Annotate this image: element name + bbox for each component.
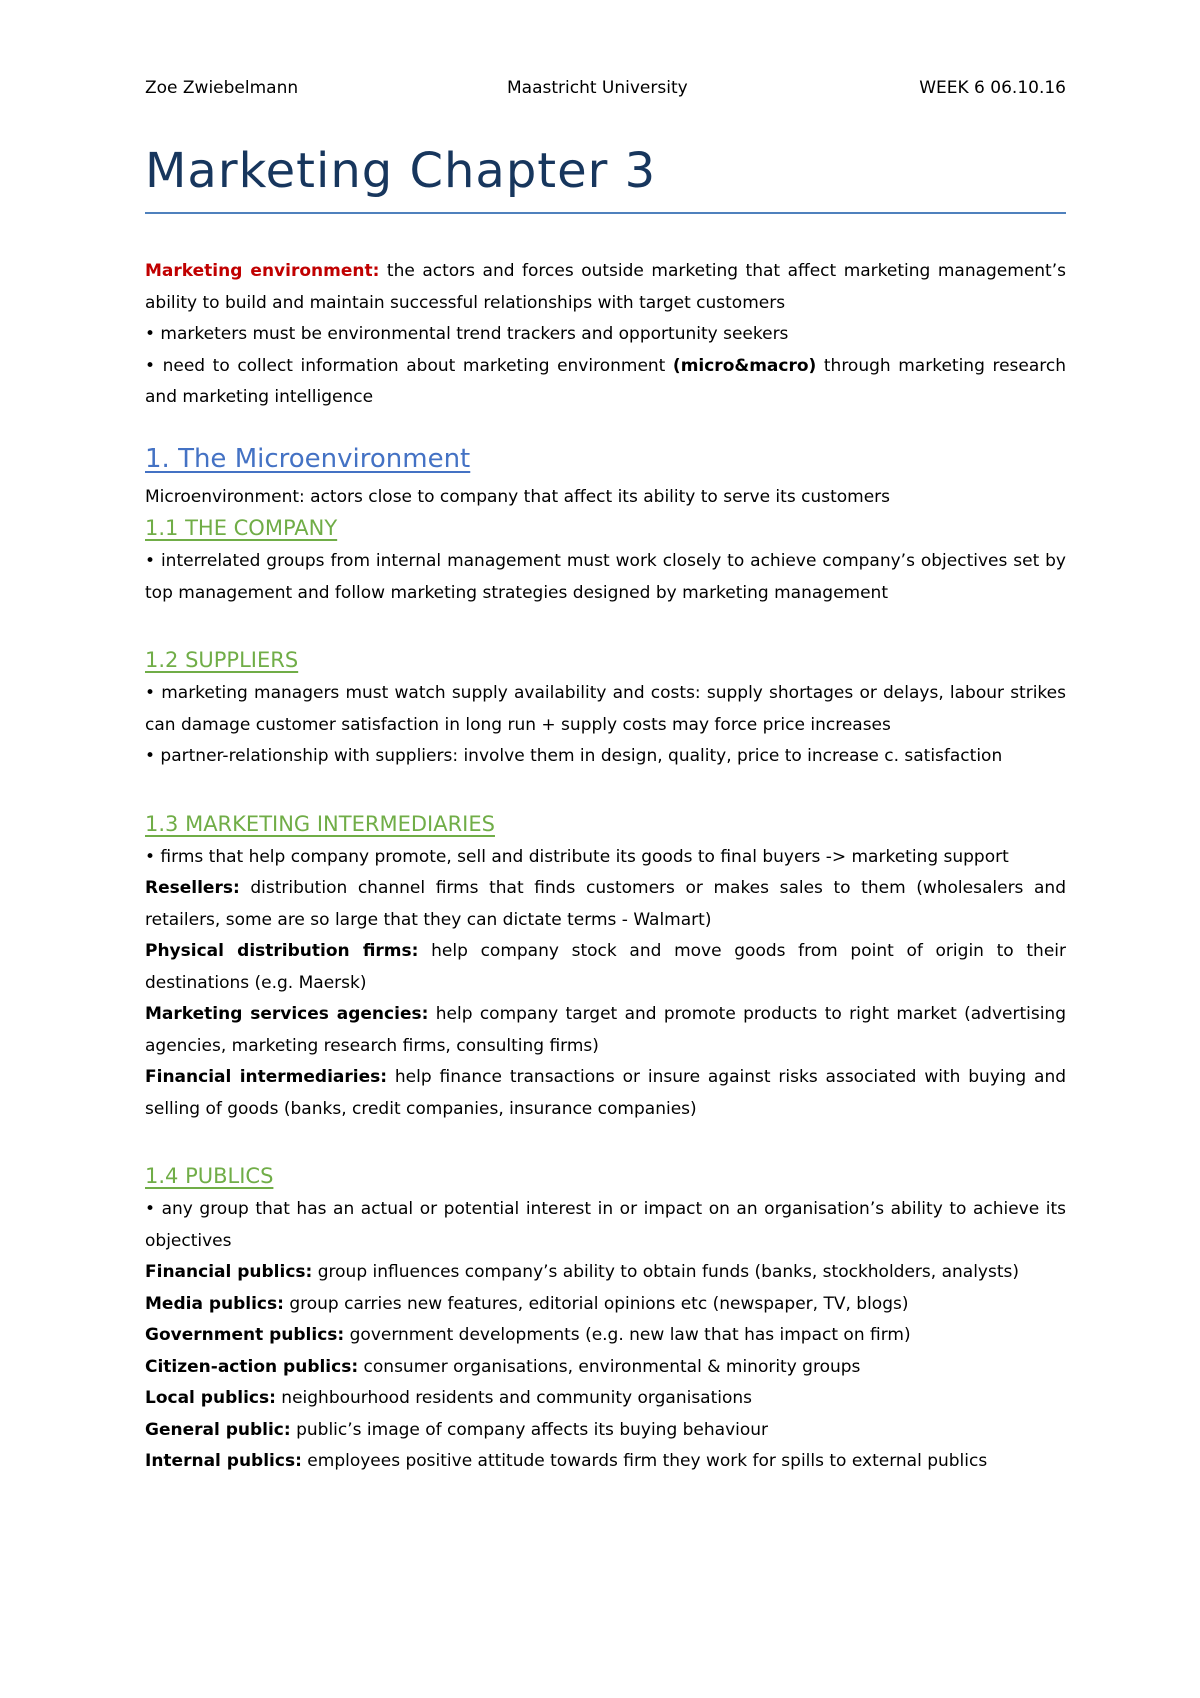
intermediary-item (145, 873, 1066, 936)
item-term: Media publics: (145, 1293, 284, 1314)
section-heading-microenvironment: 1. The Microenvironment (145, 443, 471, 474)
bullet-bold-text: (micro&macro) (672, 355, 817, 376)
intermediary-item (145, 936, 1066, 999)
definition-text: the actors and forces outside marketing that affect marketing management’s ability to build and maintain successful relationships with target customers (145, 261, 1066, 313)
item-term: Resellers: (145, 878, 240, 898)
item-text: government developments (e.g. new law that has impact on firm) (344, 1325, 911, 1345)
item-term: Physical distribution firms: (145, 941, 419, 961)
publics-item (145, 1352, 1066, 1384)
item-term: Government publics: (145, 1325, 345, 1345)
item-text: public’s image of company affects its buying behaviour (290, 1419, 769, 1440)
subsection-heading-publics: 1.4 PUBLICS (145, 1164, 274, 1188)
subsection-heading-company: 1.1 THE COMPANY (145, 516, 338, 540)
intro-bullet (145, 351, 1066, 414)
item-term: General public: (145, 1419, 291, 1440)
item-text: consumer organisations, environmental & minority groups (358, 1356, 861, 1377)
publics-item (145, 1383, 1066, 1415)
item-term: Local publics: (145, 1388, 276, 1408)
suppliers-bullet: • marketing managers must watch supply availability and costs: supply shortages or delays, labour strikes can damage customer satisfaction in long run + supply costs may force price increases (145, 683, 1066, 735)
intro-bullet: • marketers must be environmental trend trackers and opportunity seekers (145, 324, 789, 344)
item-text: employees positive attitude towards firm they work for spills to external publics (301, 1451, 988, 1471)
intermediaries-bullet: • firms that help company promote, sell and distribute its goods to final buyers -> marketing support (145, 846, 1009, 867)
publics-item (145, 1289, 1066, 1321)
intermediary-item (145, 999, 1066, 1062)
subsection-heading-intermediaries: 1.3 MARKETING INTERMEDIARIES (145, 811, 495, 836)
publics-item (145, 1446, 1066, 1478)
item-text: neighbourhood residents and community organisations (275, 1388, 753, 1408)
publics-bullet: • any group that has an actual or potential interest in or impact on an organisation’s ability to achieve its objectives (145, 1199, 1066, 1251)
bullet-text: through marketing research and marketing intelligence (145, 355, 1066, 407)
intro-definition (145, 256, 1066, 319)
spacer (145, 1125, 1066, 1161)
item-text: help company target and promote products to right market (advertising agencies, marketing research firms, consulting firms) (145, 1004, 1066, 1056)
header-institution: Maastricht University (507, 78, 688, 98)
company-bullet: • interrelated groups from internal management must work closely to achieve company’s objectives set by top management and follow marketing strategies designed by marketing management (145, 551, 1066, 603)
item-text: group carries new features, editorial opinions etc (newspaper, TV, blogs) (283, 1293, 909, 1314)
bullet-text: • need to collect information about marketing environment (145, 355, 673, 376)
item-text: distribution channel firms that finds customers or makes sales to them (wholesalers and retailers, some are so large that they can dictate terms - Walmart) (145, 878, 1066, 930)
title-underline (145, 212, 1066, 214)
document-body (145, 256, 1066, 1478)
item-term: Internal publics: (145, 1451, 302, 1471)
item-text: help finance transactions or insure against risks associated with buying and selling of goods (banks, credit companies, insurance companies) (145, 1067, 1067, 1119)
definition-term: Marketing environment: (145, 261, 380, 281)
item-term: Citizen-action publics: (145, 1356, 359, 1377)
subsection-heading-suppliers: 1.2 SUPPLIERS (145, 648, 299, 672)
header-week: WEEK 6 06.10.16 (919, 78, 1066, 98)
item-term: Financial intermediaries: (145, 1067, 388, 1087)
intermediary-item (145, 1062, 1066, 1125)
header-author: Zoe Zwiebelmann (145, 78, 299, 98)
item-term: Marketing services agencies: (145, 1004, 429, 1024)
publics-item (145, 1415, 1066, 1447)
publics-item (145, 1257, 1066, 1289)
spacer (145, 609, 1066, 645)
publics-item (145, 1320, 1066, 1352)
item-term: Financial publics: (145, 1262, 313, 1282)
section-definition: Microenvironment: actors close to company that affect its ability to serve its customers (145, 486, 890, 507)
item-text: group influences company’s ability to obtain funds (banks, stockholders, analysts) (312, 1262, 1019, 1282)
spacer (145, 773, 1066, 809)
item-text: help company stock and move goods from point of origin to their destinations (e.g. Maersk) (145, 941, 1066, 993)
suppliers-bullet: • partner-relationship with suppliers: involve them in design, quality, price to increase c. satisfaction (145, 746, 1003, 766)
document-title: Marketing Chapter 3 (145, 143, 657, 199)
